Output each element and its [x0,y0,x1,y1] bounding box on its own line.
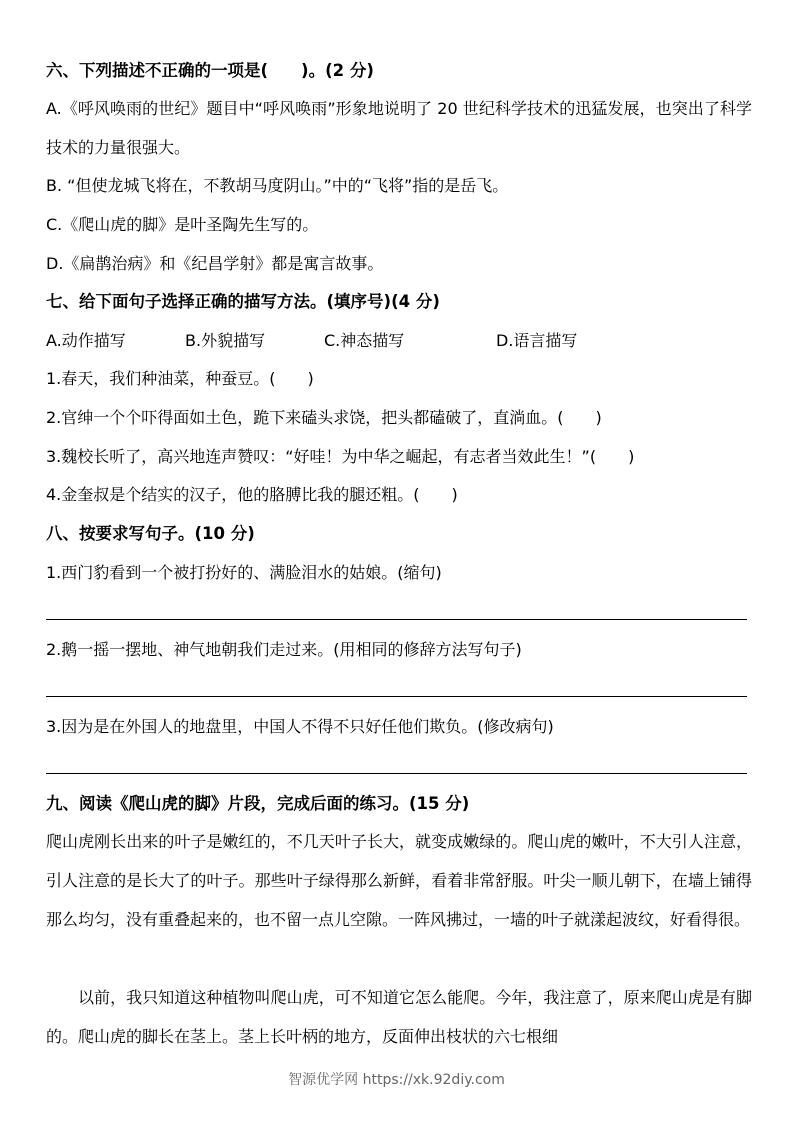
section6-option-b: B. “但使龙城飞将在，不教胡马度阴山。”中的“飞将”指的是岳飞。 [46,176,509,195]
answer-line-3[interactable] [46,773,747,774]
section8-question-2: 2.鹅一摇一摆地、神气地朝我们走过来。(用相同的修辞方法写句子) [46,640,522,659]
footer-watermark: 智源优学网 https://xk.92diy.com [288,1072,505,1088]
section7-question-1: 1.春天，我们种油菜，种蚕豆。( ) [46,369,314,388]
reading-paragraph-1: 爬山虎刚长出来的叶子是嫩红的，不几天叶子长大，就变成嫩绿的。爬山虎的嫩叶，不大引人注意，引人注意的是长大了的叶子。那些叶子绿得那么新鲜，看着非常舒服。叶尖一顺儿朝下，在墙上铺得那么均匀，没有重叠起来的，也不留一点儿空隙。一阵风拂过，一墙的叶子就漾起波纹，好看得很。 [46,832,752,929]
reading-paragraph-2: 以前，我只知道这种植物叫爬山虎，可不知道它怎么能爬。今年，我注意了，原来爬山虎是有脚的。爬山虎的脚长在茎上。茎上长叶柄的地方，反面伸出枝状的六七根细 [46,988,752,1046]
section6-option-d: D.《扁鹊治病》和《纪昌学射》都是寓言故事。 [46,254,384,273]
answer-line-1[interactable] [46,619,747,620]
section7-option-c: C.神态描写 [324,331,405,350]
section7-option-b: B.外貌描写 [185,331,266,350]
section6-title: 六、下列描述不正确的一项是( )。(2 分) [46,61,374,80]
section7-question-3: 3.魏校长听了，高兴地连声赞叹：“好哇！为中华之崛起，有志者当效此生！”( ) [46,447,635,466]
section9-title: 九、阅读《爬山虎的脚》片段，完成后面的练习。(15 分) [46,794,470,813]
section7-question-2: 2.官绅一个个吓得面如土色，跪下来磕头求饶，把头都磕破了，直淌血。( ) [46,408,602,427]
section7-title: 七、给下面句子选择正确的描写方法。(填序号)(4 分) [46,292,440,311]
section7-option-a: A.动作描写 [46,331,126,350]
section8-question-1: 1.西门豹看到一个被打扮好的、满脸泪水的姑娘。(缩句) [46,563,442,582]
section7-question-4: 4.金奎叔是个结实的汉子，他的胳膊比我的腿还粗。( ) [46,485,458,504]
section7-option-d: D.语言描写 [496,331,578,350]
section8-question-3: 3.因为是在外国人的地盘里，中国人不得不只好任他们欺负。(修改病句) [46,717,554,736]
section6-option-a: A.《呼风唤雨的世纪》题目中“呼风唤雨”形象地说明了 20 世纪科学技术的迅猛发展，也突出了科学技术的力量很强大。 [46,99,752,157]
section6-option-c: C.《爬山虎的脚》是叶圣陶先生写的。 [46,215,319,234]
section8-title: 八、按要求写句子。(10 分) [46,524,255,543]
answer-line-2[interactable] [46,696,747,697]
